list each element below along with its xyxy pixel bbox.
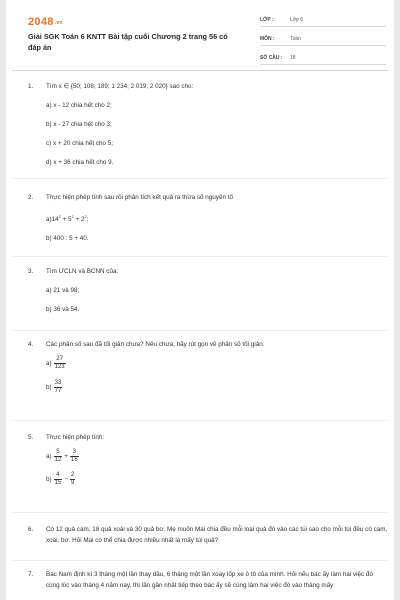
brand-suffix: .vn <box>54 20 63 26</box>
option-label: a) <box>46 453 52 460</box>
question-stem: Thực hiện phép tính: <box>46 434 105 441</box>
question-stem: Bác Nam định kì 3 tháng một lần thay dầu, 6 tháng một lần xoay lốp xe ô tô của mình. Hỏi nếu bác ấy làm hai việc đó cùng lúc vào tháng 4 năm nay, thì lần gần nhất tiếp theo bác ấy sẽ cùng làm hai việc đó vào tháng mấy <box>46 571 373 589</box>
option-b: b) x - 27 chia hết cho 3; <box>46 121 112 128</box>
question-number: 4. <box>28 341 34 348</box>
exponent: 2 <box>84 214 87 219</box>
question-stem: Thực hiện phép tính sau rồi phân tích kết quả ra thừa số nguyên tố <box>46 194 233 201</box>
question-divider <box>12 178 388 179</box>
meta-class-row <box>260 14 386 27</box>
question-divider <box>12 420 388 421</box>
fraction <box>70 449 79 464</box>
question-6 <box>28 524 388 546</box>
option-a <box>46 449 388 464</box>
question-stem: Tìm ƯCLN và BCNN của: <box>46 268 119 275</box>
meta-value: 18 <box>290 55 296 61</box>
expr-part: + 2 <box>73 216 85 223</box>
denominator: 16 <box>70 457 78 463</box>
option-label: b) <box>46 384 52 391</box>
exponent: 2 <box>71 214 74 219</box>
document-page <box>6 0 394 600</box>
question-divider <box>12 560 388 561</box>
meta-value: Toán <box>290 36 301 42</box>
meta-value: Lớp 6 <box>290 17 304 23</box>
fraction <box>54 449 63 464</box>
fraction <box>70 472 75 487</box>
numerator: 4 <box>56 472 60 478</box>
option-a: a) x - 12 chia hết cho 2; <box>46 102 112 109</box>
exponent: 2 <box>58 214 61 219</box>
header-divider <box>12 70 388 71</box>
question-number: 6. <box>28 526 34 533</box>
question-divider <box>12 512 388 513</box>
operator: + <box>64 453 68 460</box>
denominator: 123 <box>54 364 65 370</box>
question-number: 1. <box>28 83 34 90</box>
question-number: 3. <box>28 268 34 275</box>
option-label: b) <box>46 476 52 483</box>
option-a <box>46 211 388 225</box>
document-meta <box>260 14 386 71</box>
numerator: 3 <box>72 449 76 455</box>
fraction <box>54 472 63 487</box>
brand-logo[interactable] <box>28 16 63 28</box>
meta-label: LỚP : <box>260 17 274 23</box>
option-d: d) x + 36 chia hết cho 9. <box>46 159 114 166</box>
option-a <box>46 356 388 371</box>
denominator: 9 <box>70 480 75 486</box>
question-4 <box>28 339 388 395</box>
meta-label: SỐ CÂU : <box>260 55 283 61</box>
fraction <box>54 380 63 395</box>
denominator: 77 <box>54 388 62 394</box>
option-b <box>46 472 388 487</box>
expr-part: ; <box>86 216 89 223</box>
option-c: c) x + 20 chia hết cho 5; <box>46 140 114 147</box>
option-a: a) 21 và 98; <box>46 287 80 294</box>
question-number: 7. <box>28 571 34 578</box>
operator: − <box>64 476 68 483</box>
denominator: 15 <box>54 480 62 486</box>
question-stem: Các phân số sau đã tối giản chưa? Nếu chưa, hãy rút gọn về phân số tối giản. <box>46 341 265 348</box>
question-1 <box>28 81 388 168</box>
question-divider <box>12 256 388 257</box>
expr-part: + 5 <box>60 216 72 223</box>
question-stem: Có 12 quả cam, 18 quả xoài và 30 quả bơ. Mẹ muốn Mai chia đều mỗi loại quả đó vào các túi sao cho mỗi túi đều có cam, xoài, bơ. Hỏi Mai có thể chia được nhiều nhất là mấy túi quả? <box>46 526 388 544</box>
option-label: a) <box>46 360 52 367</box>
question-number: 5. <box>28 434 34 441</box>
question-stem: Tìm x ∈ {50; 108; 189; 1 234; 2 019; 2 020} sao cho: <box>46 83 194 90</box>
meta-subject-row <box>260 33 386 46</box>
denominator: 12 <box>54 457 62 463</box>
question-divider <box>12 330 388 331</box>
option-b: b) 400 : 5 + 40. <box>46 235 89 242</box>
question-number: 2. <box>28 194 34 201</box>
question-3 <box>28 266 388 315</box>
question-7 <box>28 569 388 591</box>
question-2 <box>28 192 388 244</box>
meta-count-row <box>260 52 386 65</box>
expr-part: a)14 <box>46 216 59 223</box>
option-b <box>46 380 388 395</box>
meta-label: MÔN : <box>260 36 275 42</box>
brand-name: 2048 <box>28 16 54 28</box>
option-b: b) 36 và 54. <box>46 306 80 313</box>
question-5 <box>28 432 388 487</box>
numerator: 27 <box>56 356 63 362</box>
numerator: 33 <box>54 380 62 386</box>
numerator: 2 <box>70 472 75 478</box>
fraction <box>54 356 66 371</box>
document-title: Giải SGK Toán 6 KNTT Bài tập cuối Chương 2 trang 56 có đáp án <box>28 32 228 52</box>
numerator: 5 <box>56 449 60 455</box>
